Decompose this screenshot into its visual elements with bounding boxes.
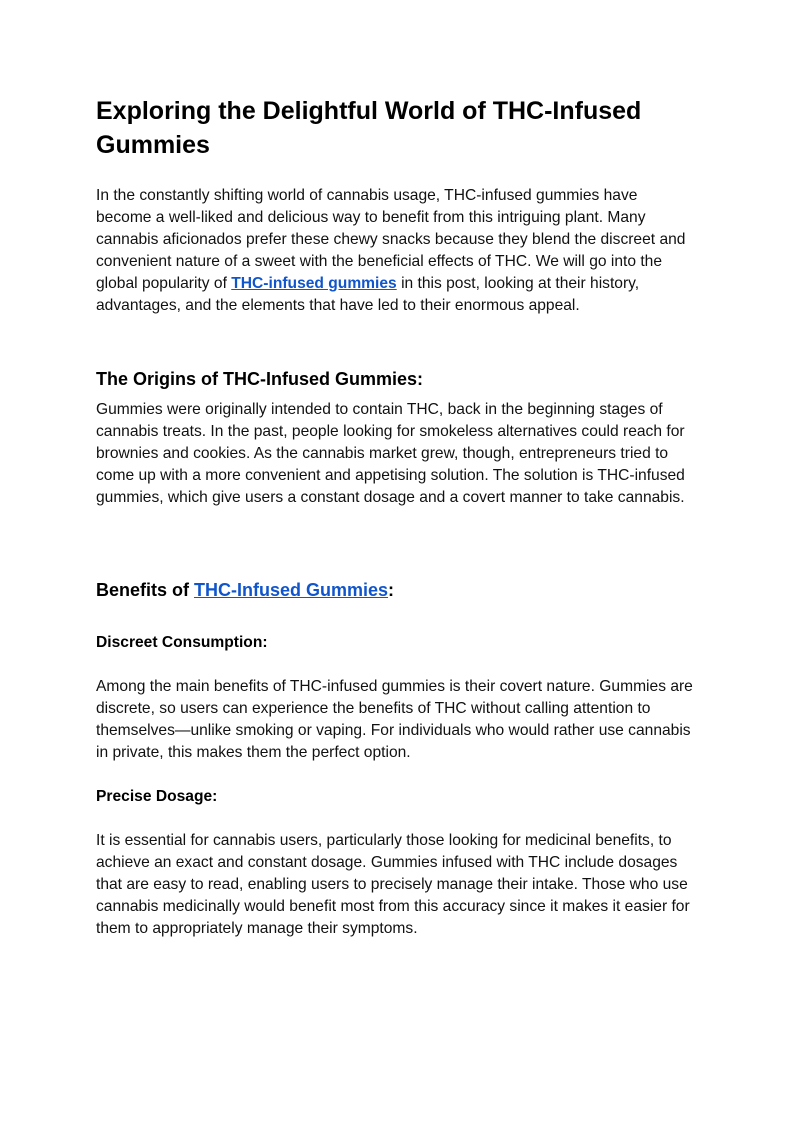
benefits-heading — [96, 578, 394, 602]
benefits-heading-prefix: Benefits of — [96, 580, 195, 600]
dosage-paragraph: It is essential for cannabis users, particularly those looking for medicinal benefits, to achieve an exact and constant dosage. Gummies infused with THC include dosages that are easy to read, enabling users to precisely manage their intake. Those who use cannabis medicinally would benefit most from this accuracy since it makes it easier for them to appropriately manage their symptoms. — [96, 832, 690, 937]
discreet-subheading: Discreet Consumption: — [96, 634, 268, 651]
origins-paragraph: Gummies were originally intended to contain THC, back in the beginning stages of cannabis treats. In the past, people looking for smokeless alternatives could reach for brownies and cookies. As the cannabis market grew, though, entrepreneurs tried to come up with a more convenient and appetising solution. The solution is THC-infused gummies, which give users a constant dosage and a covert manner to take cannabis. — [96, 401, 685, 506]
thc-gummies-link[interactable]: THC-infused gummies — [231, 275, 397, 292]
dosage-subheading: Precise Dosage: — [96, 788, 218, 805]
intro-paragraph — [96, 185, 696, 317]
benefits-heading-link[interactable]: THC-Infused Gummies — [194, 580, 389, 600]
origins-heading: The Origins of THC-Infused Gummies: — [96, 369, 424, 389]
intro-text-start: In the constantly shifting world of cannabis usage, THC-infused gummies have become a well-liked and delicious way to benefit from this intriguing plant. Many cannabis aficionados prefer these chewy snacks because they blend the discreet and convenient nature of a sweet with the beneficial effects of THC. We will go into the global popularity of — [96, 187, 686, 292]
page-title: Exploring the Delightful World of THC-Infused Gummies — [96, 97, 642, 159]
intro-text-end: in this post, looking at their history, advantages, and the elements that have led to their enormous appeal. — [96, 275, 640, 314]
discreet-paragraph: Among the main benefits of THC-infused gummies is their covert nature. Gummies are discrete, so users can experience the benefits of THC without calling attention to themselves—unlike smoking or vaping. For individuals who would rather use cannabis in private, this makes them the perfect option. — [96, 678, 693, 761]
benefits-heading-suffix: : — [388, 580, 395, 600]
